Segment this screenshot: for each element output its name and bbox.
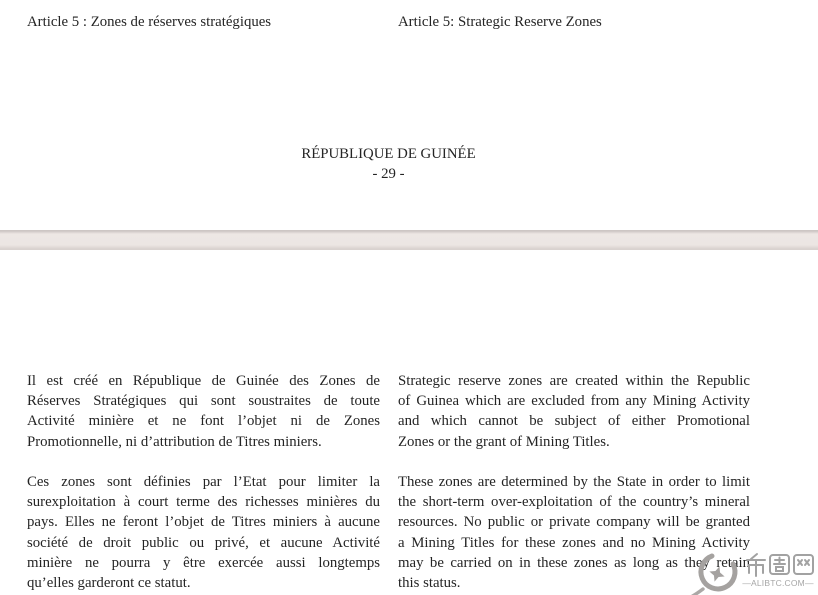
site-url: —ALIBTC.COM— bbox=[742, 578, 814, 588]
page-number: - 29 - bbox=[372, 166, 405, 183]
alibtc-logo-icon bbox=[688, 551, 744, 595]
article-heading-french: Article 5 : Zones de réserves stratégiques bbox=[27, 14, 272, 30]
english-paragraph-1: Strategic reserve zones are created within the Republic of Guinea which are excluded from any Mining Activity and which cannot be subject of either Promotional Zones or the grant of Mining Titles. bbox=[398, 373, 750, 450]
previous-page-footer bbox=[27, 144, 750, 184]
french-paragraph-1: Il est créé en République de Guinée des Zones de Réserves Stratégiques qui sont soustraites de toute Activité minière et ne font l’objet ni de Zones Promotionnelle, ni d’attribution de Titres miniers. bbox=[27, 373, 380, 450]
republic-title: RÉPUBLIQUE DE GUINÉE bbox=[301, 146, 476, 162]
page-break-separator bbox=[0, 230, 818, 250]
french-paragraph-2: Ces zones sont définies par l’Etat pour limiter la surexploitation à court terme des richesses minières du pays. Elles ne feront l’objet de Titres miniers à aucune société de droit public ou privé, et aucune Activité minière ne pourra y être exercée aussi longtemps qu’elles garderont ce statut. bbox=[27, 474, 380, 592]
article-heading-english: Article 5: Strategic Reserve Zones bbox=[398, 14, 602, 30]
star-icon bbox=[707, 564, 727, 584]
english-paragraph-2: These zones are determined by the State in order to limit the short-term over-exploitation of the country’s mineral resources. No public or private company will be granted a Mining Titles for these zones and no Mining Activity may be carried on in these zones as long as they retain this status. bbox=[398, 474, 750, 592]
bilingual-body bbox=[27, 371, 750, 593]
site-name-glyphs bbox=[745, 552, 815, 577]
french-column bbox=[27, 371, 380, 593]
watermark bbox=[688, 549, 818, 595]
